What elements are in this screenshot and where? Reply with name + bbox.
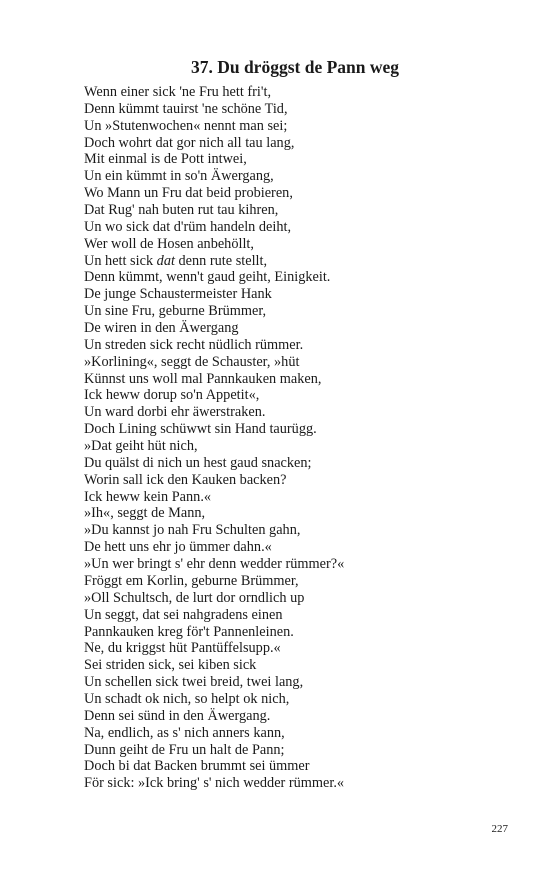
poem-line: »Oll Schultsch, de lurt dor orndlich up: [84, 589, 305, 606]
poem-line: Wer woll de Hosen anbehöllt,: [84, 235, 254, 252]
poem-line: Doch Lining schüwwt sin Hand taurügg.: [84, 421, 317, 438]
emphasis: dat: [156, 252, 175, 269]
page-number: 227: [491, 823, 508, 835]
poem-line: Wenn einer sick 'ne Fru hett fri't,: [84, 84, 272, 100]
poem-line: Denn kümmt, wenn't gaud geiht, Einigkeit.: [84, 269, 331, 286]
poem-line: Na, endlich, as s' nich anners kann,: [84, 724, 285, 741]
poem-line: Un sine Fru, geburne Brümmer,: [84, 303, 267, 320]
poem-line: Mit einmal is de Pott intwei,: [84, 151, 247, 168]
poem-line: Künnst uns woll mal Pannkauken maken,: [84, 370, 322, 387]
poem-line: Doch wohrt dat gor nich all tau lang,: [84, 134, 295, 151]
poem-line: »Ih«, seggt de Mann,: [84, 505, 206, 522]
poem-line: Denn kümmt tauirst 'ne schöne Tid,: [84, 100, 288, 117]
poem-line: Ick heww dorup so'n Appetit«,: [84, 387, 260, 404]
poem-line: Un streden sick recht nüdlich rümmer.: [84, 336, 304, 353]
poem-body: [84, 84, 344, 792]
poem-line: Un hett sick dat denn rute stellt,: [84, 252, 268, 269]
poem-line: »Un wer bringt s' ehr denn wedder rümmer?«: [84, 556, 345, 573]
poem-line: De junge Schaustermeister Hank: [84, 286, 272, 303]
poem-line: Ick heww kein Pann.«: [84, 488, 212, 505]
poem-line: Un wo sick dat d'rüm handeln deiht,: [84, 218, 292, 235]
poem-line: Un seggt, dat sei nahgradens einen: [84, 606, 283, 623]
poem-line: Worin sall ick den Kauken backen?: [84, 471, 287, 488]
poem-line: Ne, du kriggst hüt Pantüffelsupp.«: [84, 640, 281, 657]
poem-line: Du quälst di nich un hest gaud snacken;: [84, 454, 312, 471]
poem-line: Denn sei sünd in den Äwergang.: [84, 707, 271, 724]
poem-line: Un ein kümmt in so'n Äwergang,: [84, 168, 274, 185]
poem-line: Fröggt em Korlin, geburne Brümmer,: [84, 572, 299, 589]
poem-line: Un schadt ok nich, so helpt ok nich,: [84, 690, 290, 707]
poem-line: Doch bi dat Backen brummt sei ümmer: [84, 758, 310, 775]
poem-line: »Korlining«, seggt de Schauster, »hüt: [84, 353, 300, 370]
poem-line: Un »Stutenwochen« nennt man sei;: [84, 117, 288, 134]
poem-line: Pannkauken kreg för't Pannenleinen.: [84, 623, 294, 640]
poem-line: »Dat geiht hüt nich,: [84, 438, 198, 455]
poem-line: Un ward dorbi ehr äwerstraken.: [84, 404, 266, 421]
poem-line: Dat Rug' nah buten rut tau kihren,: [84, 202, 279, 219]
poem-title: 37. Du dröggst de Pann weg: [190, 57, 400, 77]
poem-line: De hett uns ehr jo ümmer dahn.«: [84, 539, 272, 556]
poem-line: Dunn geiht de Fru un halt de Pann;: [84, 741, 285, 758]
poem-line: Un schellen sick twei breid, twei lang,: [84, 674, 304, 691]
poem-line: För sick: »Ick bring' s' nich wedder rümmer.«: [84, 775, 345, 792]
poem-line: »Du kannst jo nah Fru Schulten gahn,: [84, 522, 301, 539]
poem-line: Sei striden sick, sei kiben sick: [84, 657, 257, 674]
poem-line: Wo Mann un Fru dat beid probieren,: [84, 185, 293, 202]
poem-line: De wiren in den Äwergang: [84, 320, 239, 337]
